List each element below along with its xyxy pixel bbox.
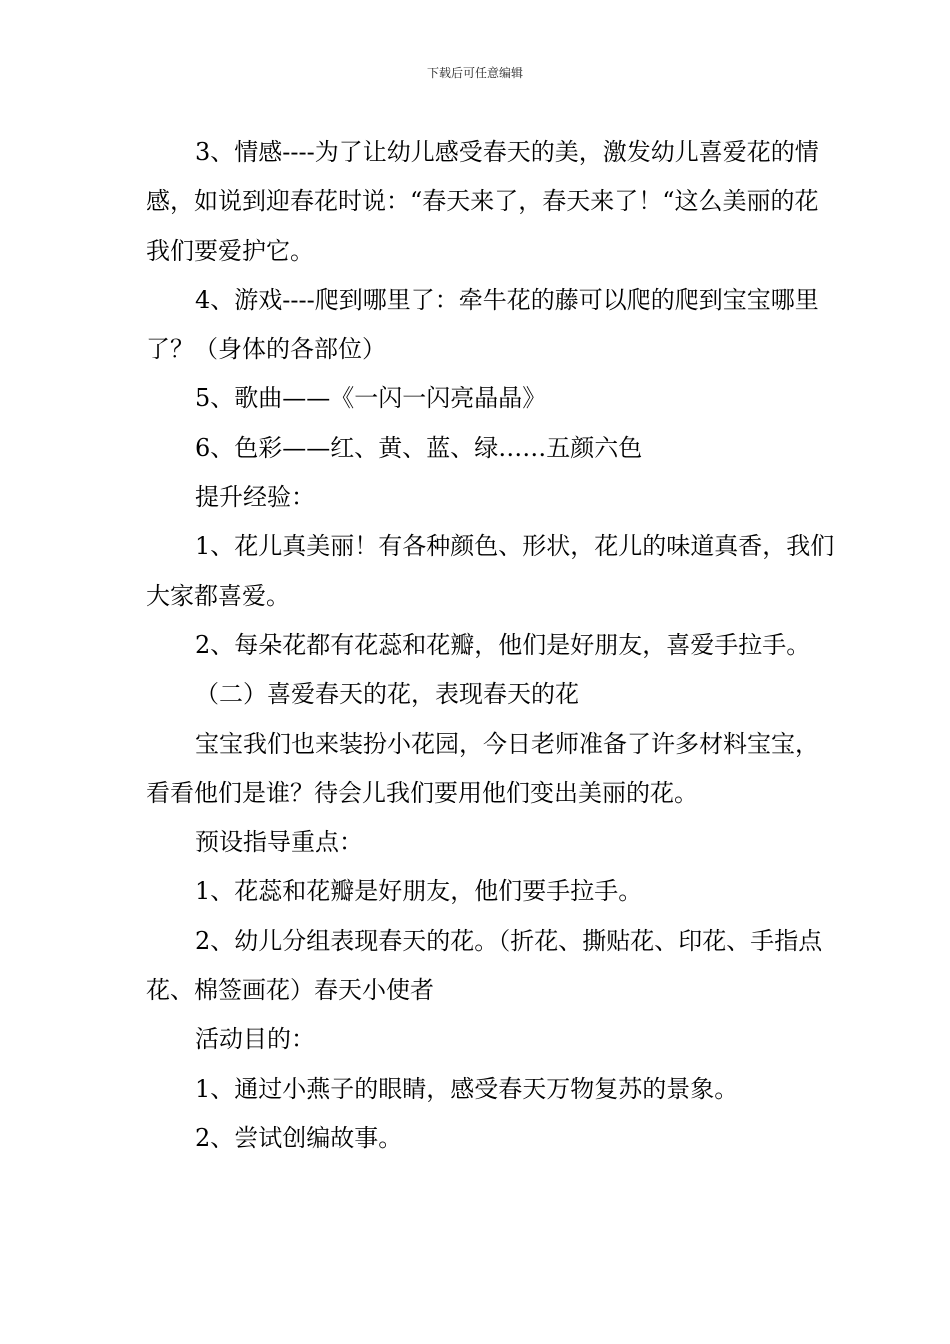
paragraph: 2、尝试创编故事。 xyxy=(195,1123,403,1152)
paragraph: 4、游戏----爬到哪里了：牵牛花的藤可以爬的爬到宝宝哪里了？（身体的各部位） xyxy=(146,285,819,364)
document-body xyxy=(146,128,836,1163)
section-label: 提升经验： xyxy=(195,483,315,512)
paragraph: 3、情感----为了让幼儿感受春天的美，激发幼儿喜爱花的情感，如说到迎春花时说：“春天来了，春天来了！“这么美丽的花我们要爱护它。 xyxy=(146,138,819,265)
paragraph: 5、歌曲——《一闪一闪亮晶晶》 xyxy=(195,384,547,413)
paragraph: 1、花儿真美丽！有各种颜色、形状，花儿的味道真香，我们大家都喜爱。 xyxy=(146,532,835,610)
section-label: 预设指导重点： xyxy=(195,828,363,857)
paragraph: 2、幼儿分组表现春天的花。（折花、撕贴花、印花、手指点花、棉签画花）春天小使者 xyxy=(146,926,823,1005)
paragraph: 宝宝我们也来装扮小花园，今日老师准备了许多材料宝宝，看看他们是谁？待会儿我们要用他们变出美丽的花。 xyxy=(146,729,819,807)
paragraph: 2、每朵花都有花蕊和花瓣，他们是好朋友，喜爱手拉手。 xyxy=(195,630,811,659)
section-label: 活动目的： xyxy=(195,1025,315,1054)
paragraph: 1、花蕊和花瓣是好朋友，他们要手拉手。 xyxy=(195,877,643,906)
paragraph: 6、色彩——红、黄、蓝、绿……五颜六色 xyxy=(195,433,643,462)
section-heading: （二）喜爱春天的花，表现春天的花 xyxy=(195,680,579,709)
page-header: 下载后可任意编辑 xyxy=(426,66,523,80)
paragraph: 1、通过小燕子的眼睛，感受春天万物复苏的景象。 xyxy=(195,1074,739,1103)
